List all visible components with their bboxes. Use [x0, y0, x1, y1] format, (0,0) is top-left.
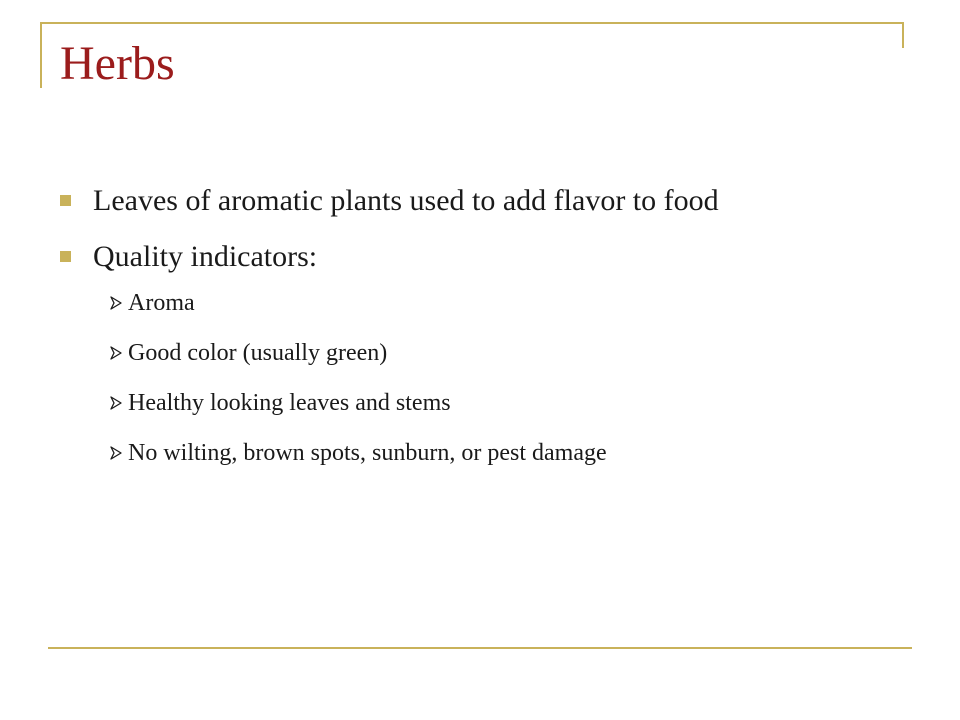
sub-bullet-text: Aroma [128, 290, 195, 316]
arrowhead-bullet-icon [110, 346, 122, 360]
bullet-item [58, 178, 858, 223]
sub-bullet-item [58, 439, 858, 467]
bullet-list [58, 178, 858, 489]
sub-bullet-list [58, 289, 858, 467]
arrowhead-bullet-icon [110, 296, 122, 310]
frame-left-rule [40, 22, 42, 88]
frame-right-rule [902, 22, 904, 48]
sub-bullet-item [58, 289, 858, 317]
arrowhead-bullet-icon [110, 446, 122, 460]
square-bullet-icon [60, 251, 71, 262]
sub-bullet-text: Healthy looking leaves and stems [128, 390, 451, 416]
sub-bullet-text: Good color (usually green) [128, 340, 388, 366]
sub-bullet-item [58, 339, 858, 367]
arrowhead-bullet-icon [110, 396, 122, 410]
sub-bullet-item [58, 389, 858, 417]
sub-bullet-text: No wilting, brown spots, sunburn, or pest damage [128, 440, 607, 466]
slide-title: Herbs [60, 37, 175, 90]
square-bullet-icon [60, 195, 71, 206]
bullet-text: Quality indicators: [93, 240, 318, 273]
bullet-text: Leaves of aromatic plants used to add flavor to food [93, 184, 719, 217]
frame-bottom-rule [48, 647, 912, 649]
bullet-item [58, 234, 858, 467]
frame-top-rule [40, 22, 904, 24]
